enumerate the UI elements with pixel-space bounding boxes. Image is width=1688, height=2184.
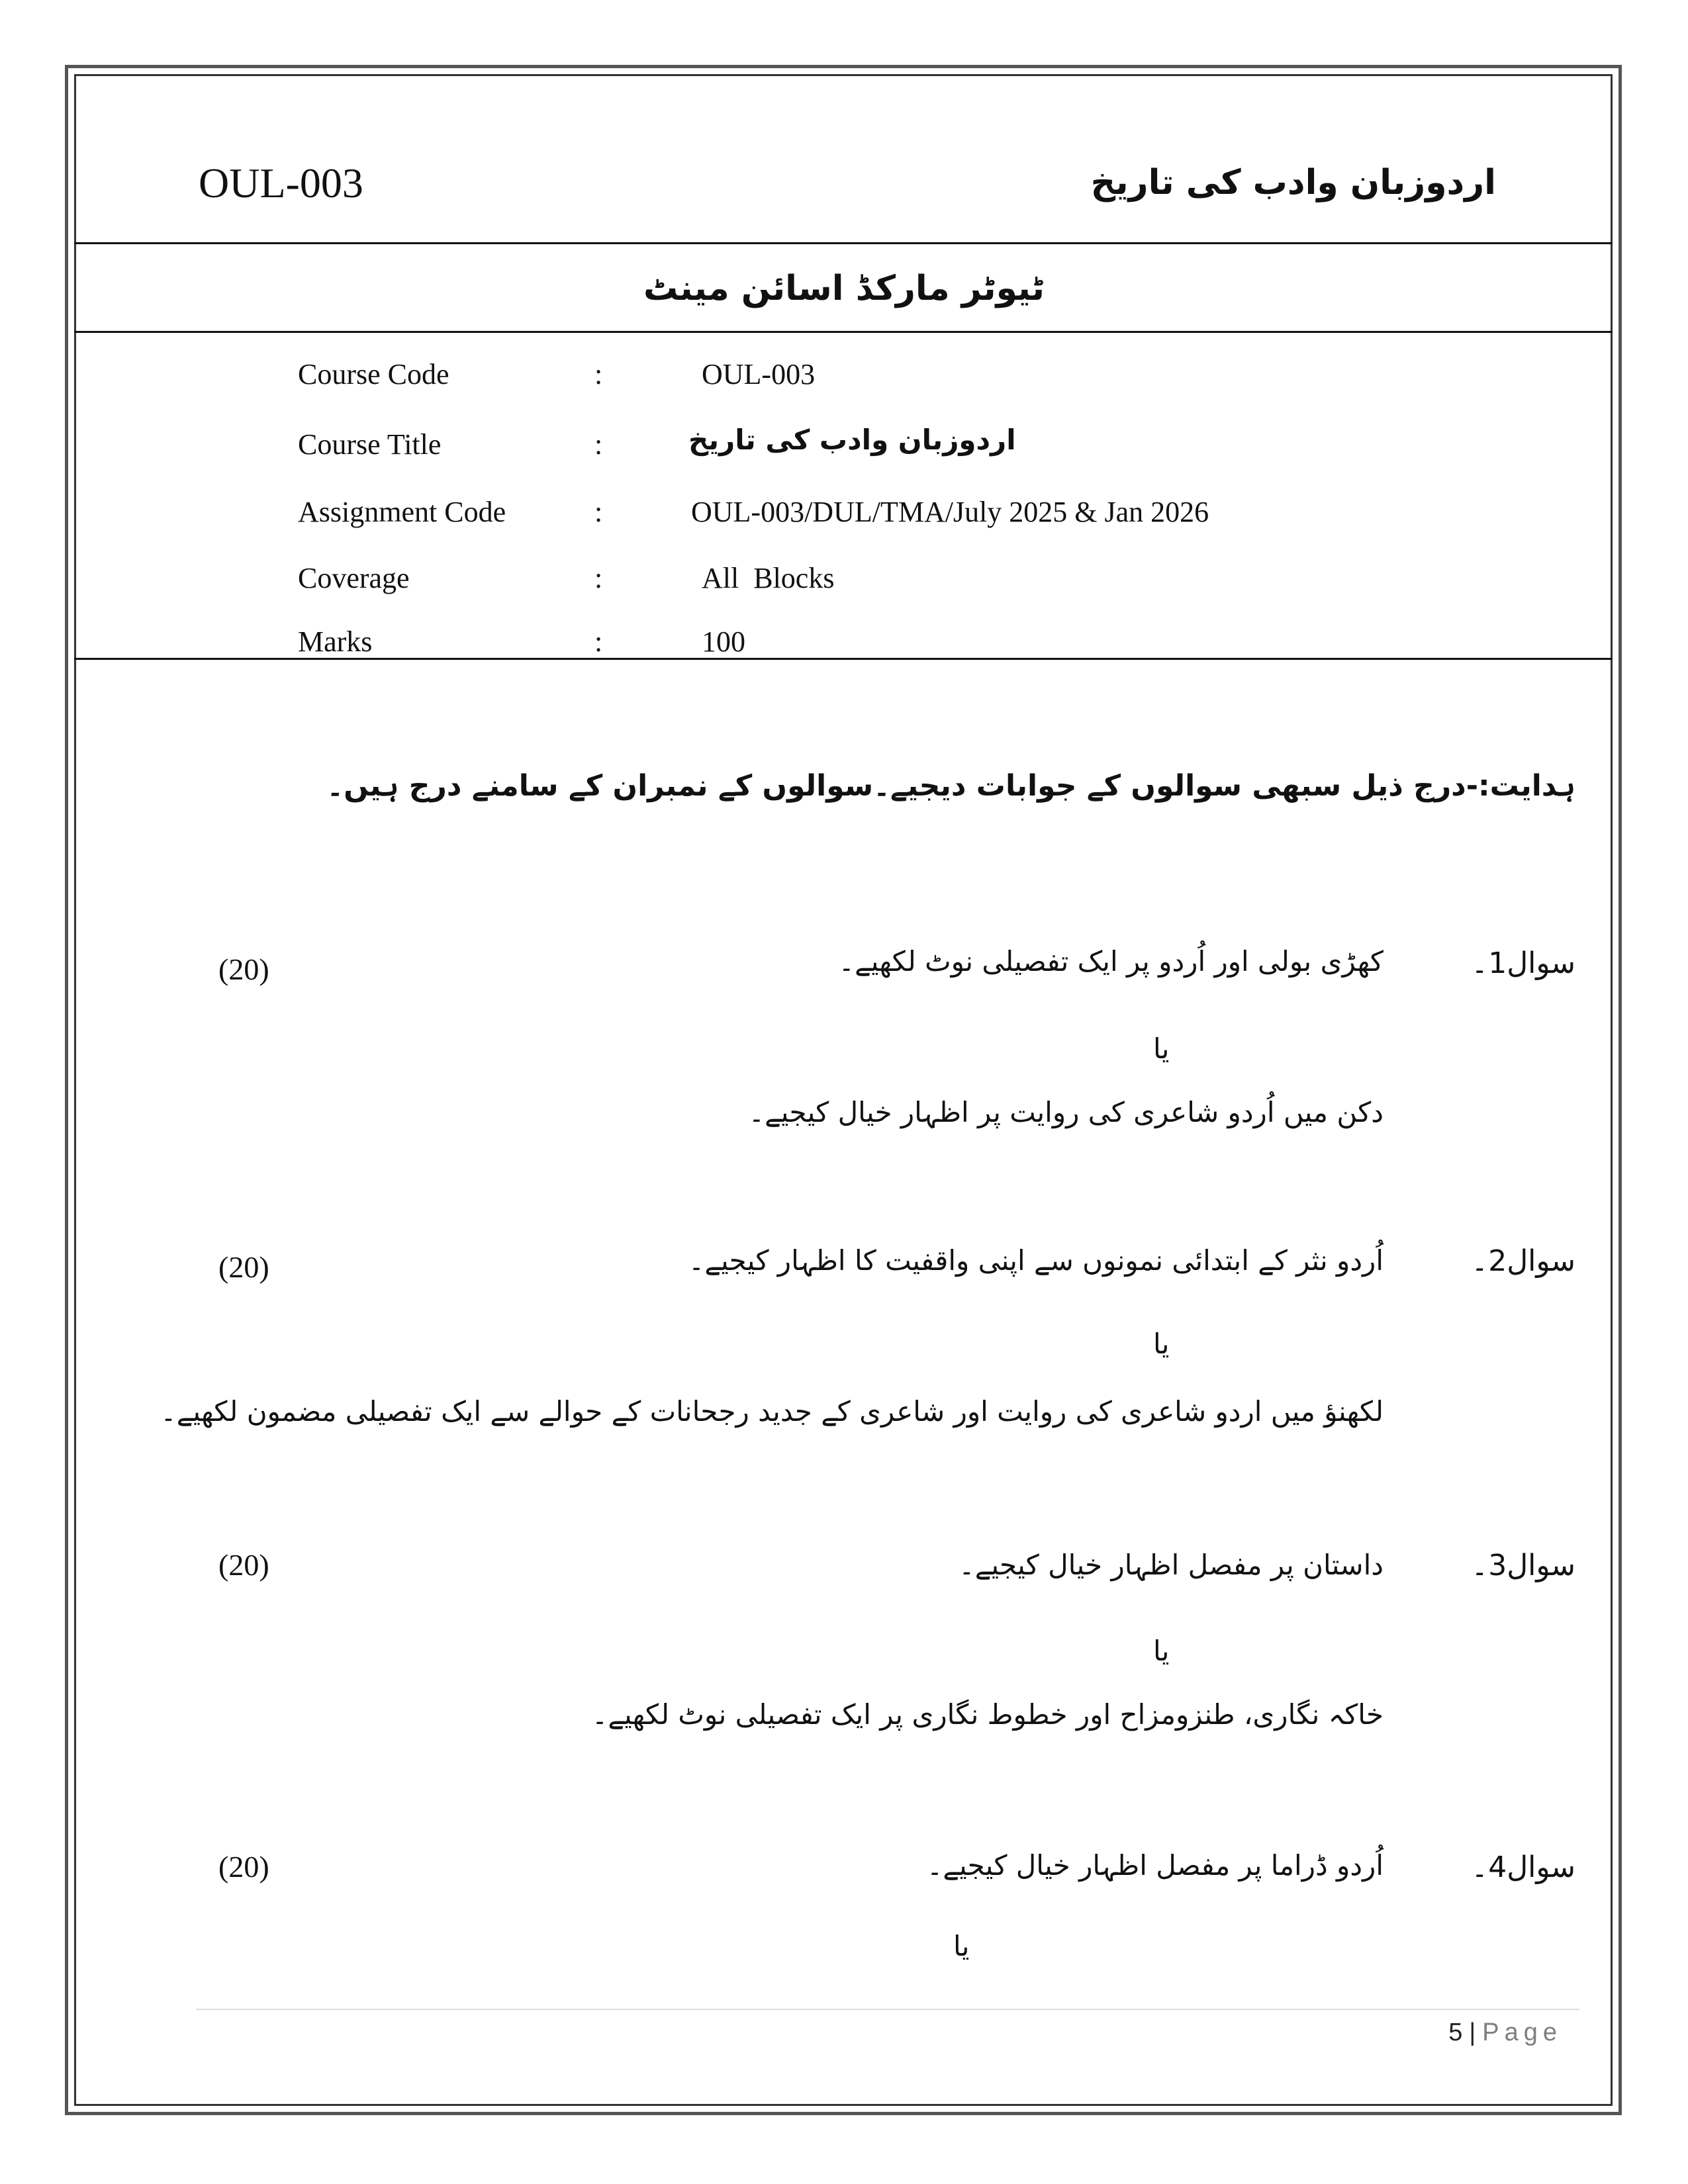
question-marks: (20) [218,1250,269,1284]
info-value-marks: 100 [702,625,745,658]
page-word: Page [1482,2019,1562,2046]
info-colon: : [594,625,603,658]
question-alt-text: خاکہ نگاری، طنزومزاح اور خطوط نگاری پر ایک تفصیلی نوٹ لکھیے۔ [591,1698,1383,1731]
info-label-course-title: Course Title [298,428,442,461]
question-marks: (20) [218,1548,269,1582]
page-number-value: 5 [1448,2019,1463,2046]
question-text: داستان پر مفصل اظہار خیال کیجیے۔ [959,1549,1383,1581]
info-value-course-code: OUL-003 [702,358,816,390]
question-label: سوال4۔ [1471,1850,1575,1884]
header-divider [74,242,1613,244]
question-alt-text: دکن میں اُردو شاعری کی روایت پر اظہار خیال کیجیے۔ [748,1096,1383,1128]
info-value-course-title: اردوزبان وادب کی تاریخ [688,424,1016,456]
question-marks: (20) [218,1850,269,1884]
info-label-assignment-code: Assignment Code [298,496,506,528]
instructions: ہدایت:-درج ذیل سبھی سوالوں کے جوابات دیجیے۔سوالوں کے نمبران کے سامنے درج ہیں۔ [326,769,1575,803]
question-or: یا [1153,1328,1170,1360]
question-or: یا [1153,1635,1170,1667]
page-separator: | [1469,2019,1476,2046]
question-text: کھڑی بولی اور اُردو پر ایک تفصیلی نوٹ لکھیے۔ [838,945,1383,978]
info-divider [74,658,1613,660]
info-colon: : [594,428,603,461]
header-course-code: OUL-003 [199,159,363,206]
info-colon: : [594,562,603,594]
page-number [1448,2019,1562,2047]
question-text: اُردو نثر کے ابتدائی نمونوں سے اپنی واقفیت کا اظہار کیجیے۔ [688,1244,1383,1277]
info-value-coverage: All Blocks [702,562,835,594]
question-marks: (20) [218,952,269,986]
question-label: سوال1۔ [1471,946,1575,980]
info-label-course-code: Course Code [298,358,449,390]
info-value-assignment-code: OUL-003/DUL/TMA/July 2025 & Jan 2026 [691,496,1209,528]
info-colon: : [594,358,603,390]
question-alt-text: لکھنؤ میں اردو شاعری کی روایت اور شاعری کے جدید رجحانات کے حوالے سے ایک تفصیلی مضمون لکھیے۔ [160,1395,1383,1428]
header-course-title: اردوزبان وادب کی تاریخ [1090,163,1496,203]
section-divider [74,331,1613,333]
question-or: یا [953,1930,970,1962]
info-colon: : [594,496,603,528]
section-title: ٹیوٹر مارکڈ اسائن مینٹ [643,269,1045,308]
question-or: یا [1153,1032,1170,1065]
question-text: اُردو ڈراما پر مفصل اظہار خیال کیجیے۔ [926,1849,1383,1882]
question-label: سوال2۔ [1471,1244,1575,1278]
footer-divider [196,2009,1579,2010]
info-label-marks: Marks [298,625,373,658]
info-label-coverage: Coverage [298,562,410,594]
question-label: سوال3۔ [1471,1549,1575,1582]
